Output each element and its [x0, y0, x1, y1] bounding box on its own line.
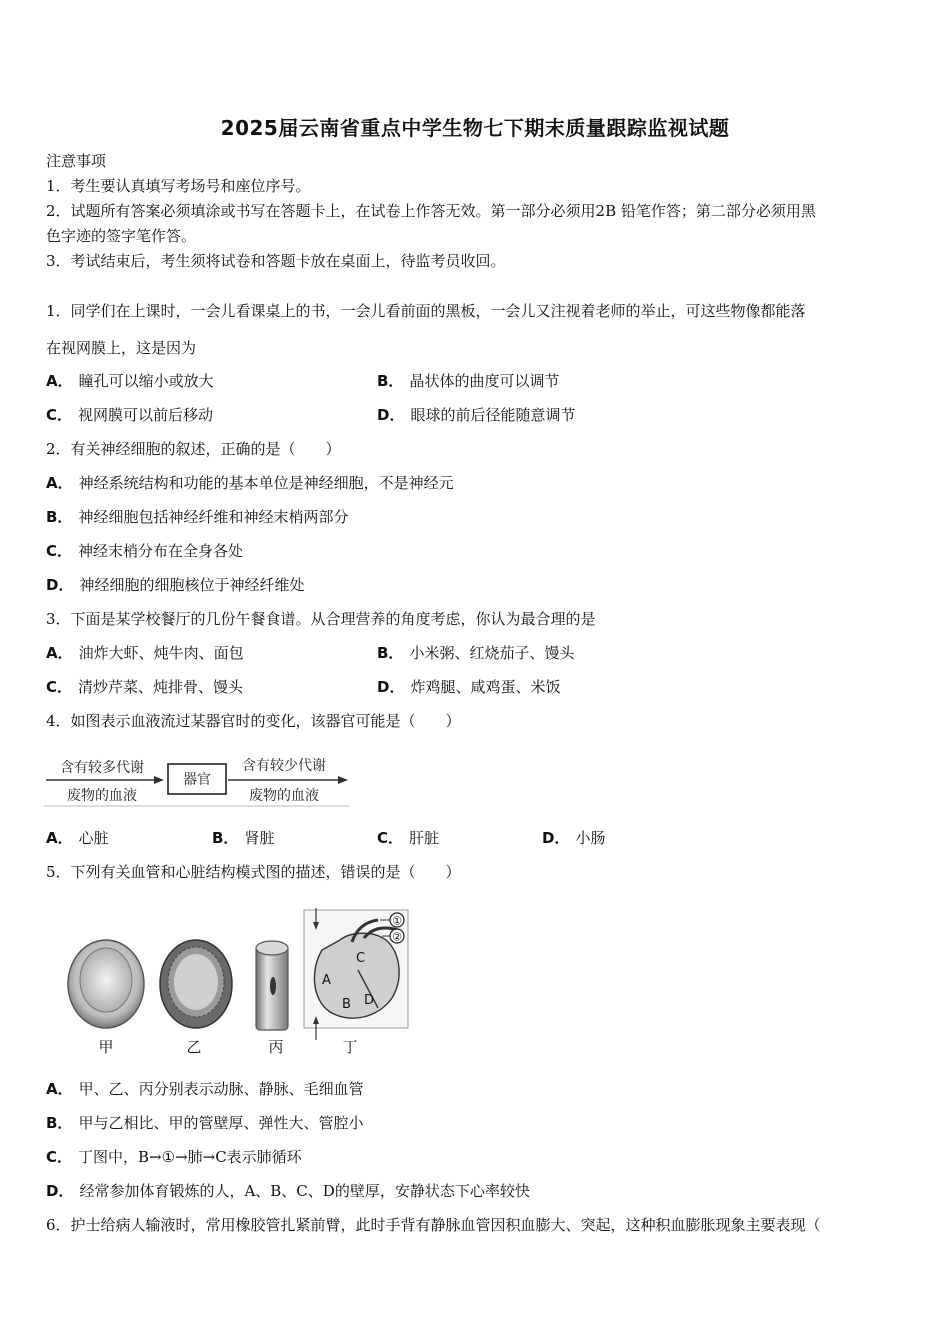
- q2-option-a[interactable]: [46, 473, 454, 493]
- q3-option-b[interactable]: [377, 643, 574, 663]
- option-text: 晶状体的曲度可以调节: [409, 372, 560, 390]
- option-letter: D．: [377, 678, 405, 696]
- notice-heading: 注意事项: [46, 152, 107, 170]
- diagram-left-bottom-label: 废物的血液: [67, 788, 137, 804]
- q5-option-a[interactable]: [46, 1079, 364, 1099]
- notice-item: 3．考试结束后，考生须将试卷和答题卡放在桌面上，待监考员收回。: [46, 252, 506, 270]
- option-text: 小肠: [575, 829, 606, 847]
- q5-option-b[interactable]: [46, 1113, 363, 1133]
- option-letter: B．: [46, 508, 73, 526]
- option-text: 神经系统结构和功能的基本单位是神经细胞，不是神经元: [78, 474, 454, 492]
- option-text: 清炒芹菜、炖排骨、馒头: [78, 678, 244, 696]
- vessel-jia-artery: [68, 940, 144, 1028]
- heart-mark-c: C: [356, 951, 366, 966]
- option-letter: B．: [46, 1114, 73, 1132]
- option-letter: B．: [377, 644, 404, 662]
- option-text: 心脏: [78, 829, 109, 847]
- option-letter: C．: [46, 542, 73, 560]
- arrow-left-head: [154, 776, 164, 784]
- option-text: 眼球的前后径能随意调节: [410, 406, 576, 424]
- option-text: 小米粥、红烧茄子、馒头: [409, 644, 575, 662]
- q5-option-d[interactable]: [46, 1181, 530, 1201]
- question-1-stem: 在视网膜上，这是因为: [46, 339, 197, 357]
- option-letter: D．: [377, 406, 405, 424]
- question-1-stem: 1．同学们在上课时，一会儿看课桌上的书，一会儿看前面的黑板，一会儿又注视着老师的举止，可这些物像都能落: [46, 302, 806, 320]
- q4-option-d[interactable]: [542, 828, 605, 848]
- q3-option-d[interactable]: [377, 677, 560, 697]
- option-text: 经常参加体育锻炼的人，A、B、C、D的壁厚，安静状态下心率较快: [79, 1182, 530, 1200]
- q2-option-b[interactable]: [46, 507, 348, 527]
- vessels-heart-figure: [60, 900, 420, 1060]
- option-text: 神经末梢分布在全身各处: [78, 542, 244, 560]
- option-letter: D．: [46, 1182, 74, 1200]
- option-letter: B．: [377, 372, 404, 390]
- option-letter: A．: [46, 1080, 73, 1098]
- q2-option-d[interactable]: [46, 575, 304, 595]
- heart-mark-2: ②: [392, 930, 402, 944]
- figure-label-jia: 甲: [98, 1038, 114, 1056]
- option-text: 神经细胞包括神经纤维和神经末梢两部分: [78, 508, 349, 526]
- option-letter: C．: [46, 1148, 73, 1166]
- option-letter: A．: [46, 829, 73, 847]
- option-letter: D．: [46, 576, 74, 594]
- q4-option-a[interactable]: [46, 828, 109, 848]
- option-text: 甲、乙、丙分别表示动脉、静脉、毛细血管: [78, 1080, 364, 1098]
- option-text: 油炸大虾、炖牛肉、面包: [78, 644, 244, 662]
- option-letter: C．: [46, 678, 73, 696]
- heart-mark-d: D: [364, 993, 375, 1008]
- option-text: 瞳孔可以缩小或放大: [78, 372, 214, 390]
- organ-box-label: 器官: [183, 772, 211, 788]
- option-text: 神经细胞的细胞核位于神经纤维处: [79, 576, 305, 594]
- q1-option-d[interactable]: [377, 405, 575, 425]
- option-text: 肾脏: [244, 829, 275, 847]
- question-3-stem: 3．下面是某学校餐厅的几份午餐食谱。从合理营养的角度考虑，你认为最合理的是: [46, 610, 596, 628]
- option-letter: A．: [46, 372, 73, 390]
- notice-item: 色字迹的签字笔作答。: [46, 227, 197, 245]
- option-text: 甲与乙相比、甲的管壁厚、弹性大、管腔小: [78, 1114, 364, 1132]
- option-letter: B．: [212, 829, 239, 847]
- option-text: 肝脏: [409, 829, 440, 847]
- diagram-left-top-label: 含有较多代谢: [60, 760, 144, 776]
- q4-option-c[interactable]: [377, 828, 439, 848]
- option-letter: D．: [542, 829, 570, 847]
- option-letter: C．: [46, 406, 73, 424]
- arrow-right-head: [338, 776, 348, 784]
- q1-option-a[interactable]: [46, 371, 214, 391]
- question-5-stem: 5．下列有关血管和心脏结构模式图的描述，错误的是（ ）: [46, 863, 461, 881]
- option-letter: A．: [46, 644, 73, 662]
- heart-mark-1: ①: [392, 914, 402, 928]
- q5-option-c[interactable]: [46, 1147, 302, 1167]
- figure-label-yi: 乙: [186, 1038, 202, 1056]
- question-2-stem: 2．有关神经细胞的叙述，正确的是（ ）: [46, 440, 341, 458]
- q1-option-b[interactable]: [377, 371, 559, 391]
- q1-option-c[interactable]: [46, 405, 213, 425]
- figure-label-bing: 丙: [268, 1038, 284, 1056]
- heart-mark-b: B: [342, 997, 351, 1012]
- option-text: 炸鸡腿、咸鸡蛋、米饭: [410, 678, 561, 696]
- question-4-stem: 4．如图表示血液流过某器官时的变化，该器官可能是（ ）: [46, 712, 461, 730]
- notice-item: 1．考生要认真填写考场号和座位序号。: [46, 177, 311, 195]
- vessel-yi-vein: [160, 940, 232, 1028]
- option-letter: C．: [377, 829, 404, 847]
- diagram-right-bottom-label: 废物的血液: [249, 788, 319, 804]
- question-6-stem: 6．护士给病人输液时，常用橡胶管扎紧前臂，此时手背有静脉血管因积血膨大、突起，这种积血膨胀现象主要表现（: [46, 1216, 821, 1234]
- diagram-right-top-label: 含有较少代谢: [242, 758, 326, 774]
- option-text: 视网膜可以前后移动: [78, 406, 214, 424]
- q2-option-c[interactable]: [46, 541, 243, 561]
- heart-mark-a: A: [322, 973, 331, 988]
- blood-flow-diagram: [42, 748, 354, 810]
- notice-item: 2．试题所有答案必须填涂或书写在答题卡上，在试卷上作答无效。第一部分必须用2B 铅笔作答；第二部分必须用黑: [46, 202, 816, 220]
- option-text: 丁图中，B→①→肺→C表示肺循环: [78, 1148, 302, 1166]
- vessel-bing-capillary: [256, 941, 288, 1030]
- q3-option-a[interactable]: [46, 643, 244, 663]
- figure-label-ding: 丁: [342, 1038, 358, 1056]
- q4-option-b[interactable]: [212, 828, 274, 848]
- heart-diagram: [304, 908, 408, 1040]
- q3-option-c[interactable]: [46, 677, 243, 697]
- exam-title: 2025届云南省重点中学生物七下期末质量跟踪监视试题: [220, 116, 730, 140]
- option-letter: A．: [46, 474, 73, 492]
